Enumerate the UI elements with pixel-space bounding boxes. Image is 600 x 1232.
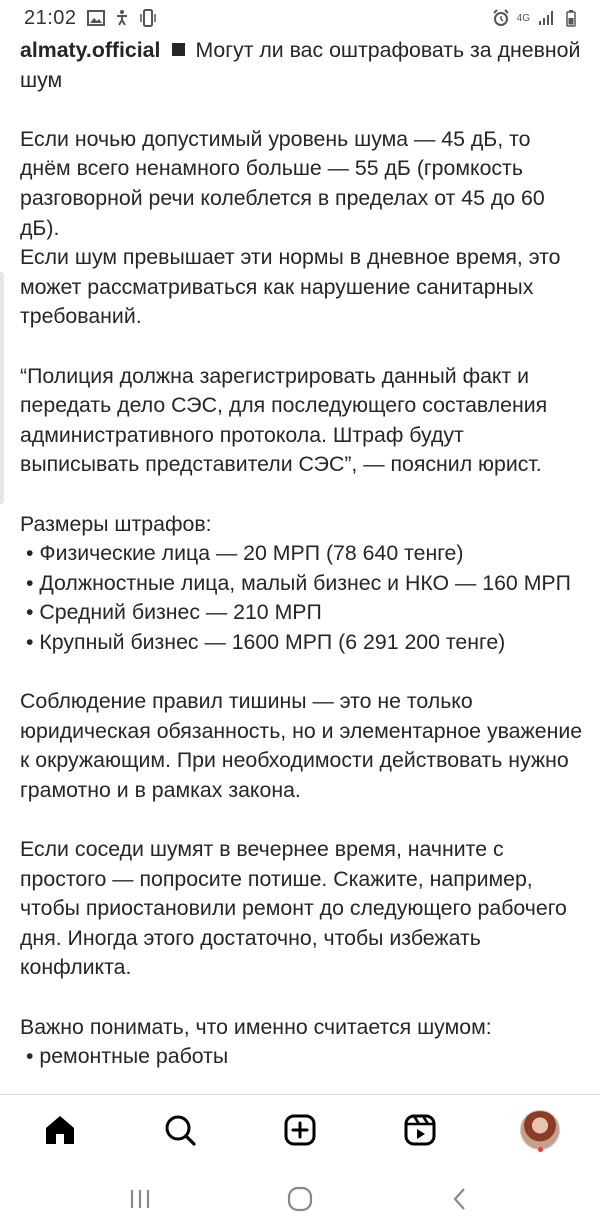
accessibility-icon [113, 9, 131, 27]
caption-heading [20, 36, 586, 95]
signal-icon [537, 9, 555, 27]
notification-dot [538, 1147, 543, 1152]
fines-header: Размеры штрафов: [20, 511, 212, 536]
post-caption [20, 36, 586, 1072]
battery-icon [562, 9, 580, 27]
back-icon [447, 1186, 473, 1212]
paragraph-5: Если соседи шумят в вечернее время, начните с простого — попросите потише. Скажите, например, чтобы приостановили ремонт до следующего рабочего дня. Иногда этого достаточно, чтобы избежать конфликта. [20, 837, 567, 980]
fine-item: • Средний бизнес — 210 МРП [26, 600, 322, 625]
paragraph-6: Важно понимать, что именно считается шумом: [20, 1014, 492, 1039]
fine-item: • Крупный бизнес — 1600 МРП (6 291 200 тенге) [26, 629, 506, 654]
fine-item: • Должностные лица, малый бизнес и НКО — 160 МРП [26, 570, 571, 595]
paragraph-2: Если шум превышает эти нормы в дневное время, это может рассматриваться как нарушение санитарных требований. [20, 245, 561, 329]
home-icon [43, 1113, 77, 1147]
gallery-icon [87, 9, 105, 27]
paragraph-1: Если ночью допустимый уровень шума — 45 дБ, то днём всего ненамного больше — 55 дБ (громкость разговорной речи колеблется в пределах от 45 до 60 дБ). [20, 126, 545, 240]
create-icon [283, 1113, 317, 1147]
network-label: 4G [516, 12, 530, 24]
reels-icon [403, 1113, 437, 1147]
status-bar [0, 0, 600, 36]
phone-vibrate-icon [139, 9, 157, 27]
edge-panel-handle[interactable] [0, 272, 4, 504]
recents-button[interactable] [110, 1174, 170, 1224]
system-nav-bar [0, 1165, 600, 1232]
home-circle-icon [287, 1186, 313, 1212]
search-icon [163, 1113, 197, 1147]
username[interactable]: almaty.official [20, 38, 161, 62]
paragraph-4: Соблюдение правил тишины — это не только юридическая обязанность, но и элементарное уважение к окружающим. При необходимости действовать нужно грамотно и в рамках закона. [20, 689, 583, 802]
paragraph-3: “Полиция должна зарегистрировать данный факт и передать дело СЭС, для последующего составления административного протокола. Штраф будут выписывать представители СЭС”, — пояснил юрист. [20, 363, 548, 477]
nav-profile[interactable] [510, 1100, 570, 1160]
profile-avatar [520, 1110, 560, 1150]
post-title: Могут ли вас оштрафовать за дневной шум [20, 38, 581, 92]
alarm-icon [492, 9, 510, 27]
nav-search[interactable] [150, 1100, 210, 1160]
recents-icon [127, 1186, 153, 1212]
home-button[interactable] [270, 1174, 330, 1224]
bottom-nav [0, 1095, 600, 1165]
back-button[interactable] [430, 1174, 490, 1224]
nav-home[interactable] [30, 1100, 90, 1160]
noise-item: • ремонтные работы [26, 1044, 229, 1069]
nav-create[interactable] [270, 1100, 330, 1160]
black-square-icon [172, 43, 185, 56]
fine-item: • Физические лица — 20 МРП (78 640 тенге) [26, 541, 464, 566]
status-time: 21:02 [24, 6, 77, 29]
nav-reels[interactable] [390, 1100, 450, 1160]
